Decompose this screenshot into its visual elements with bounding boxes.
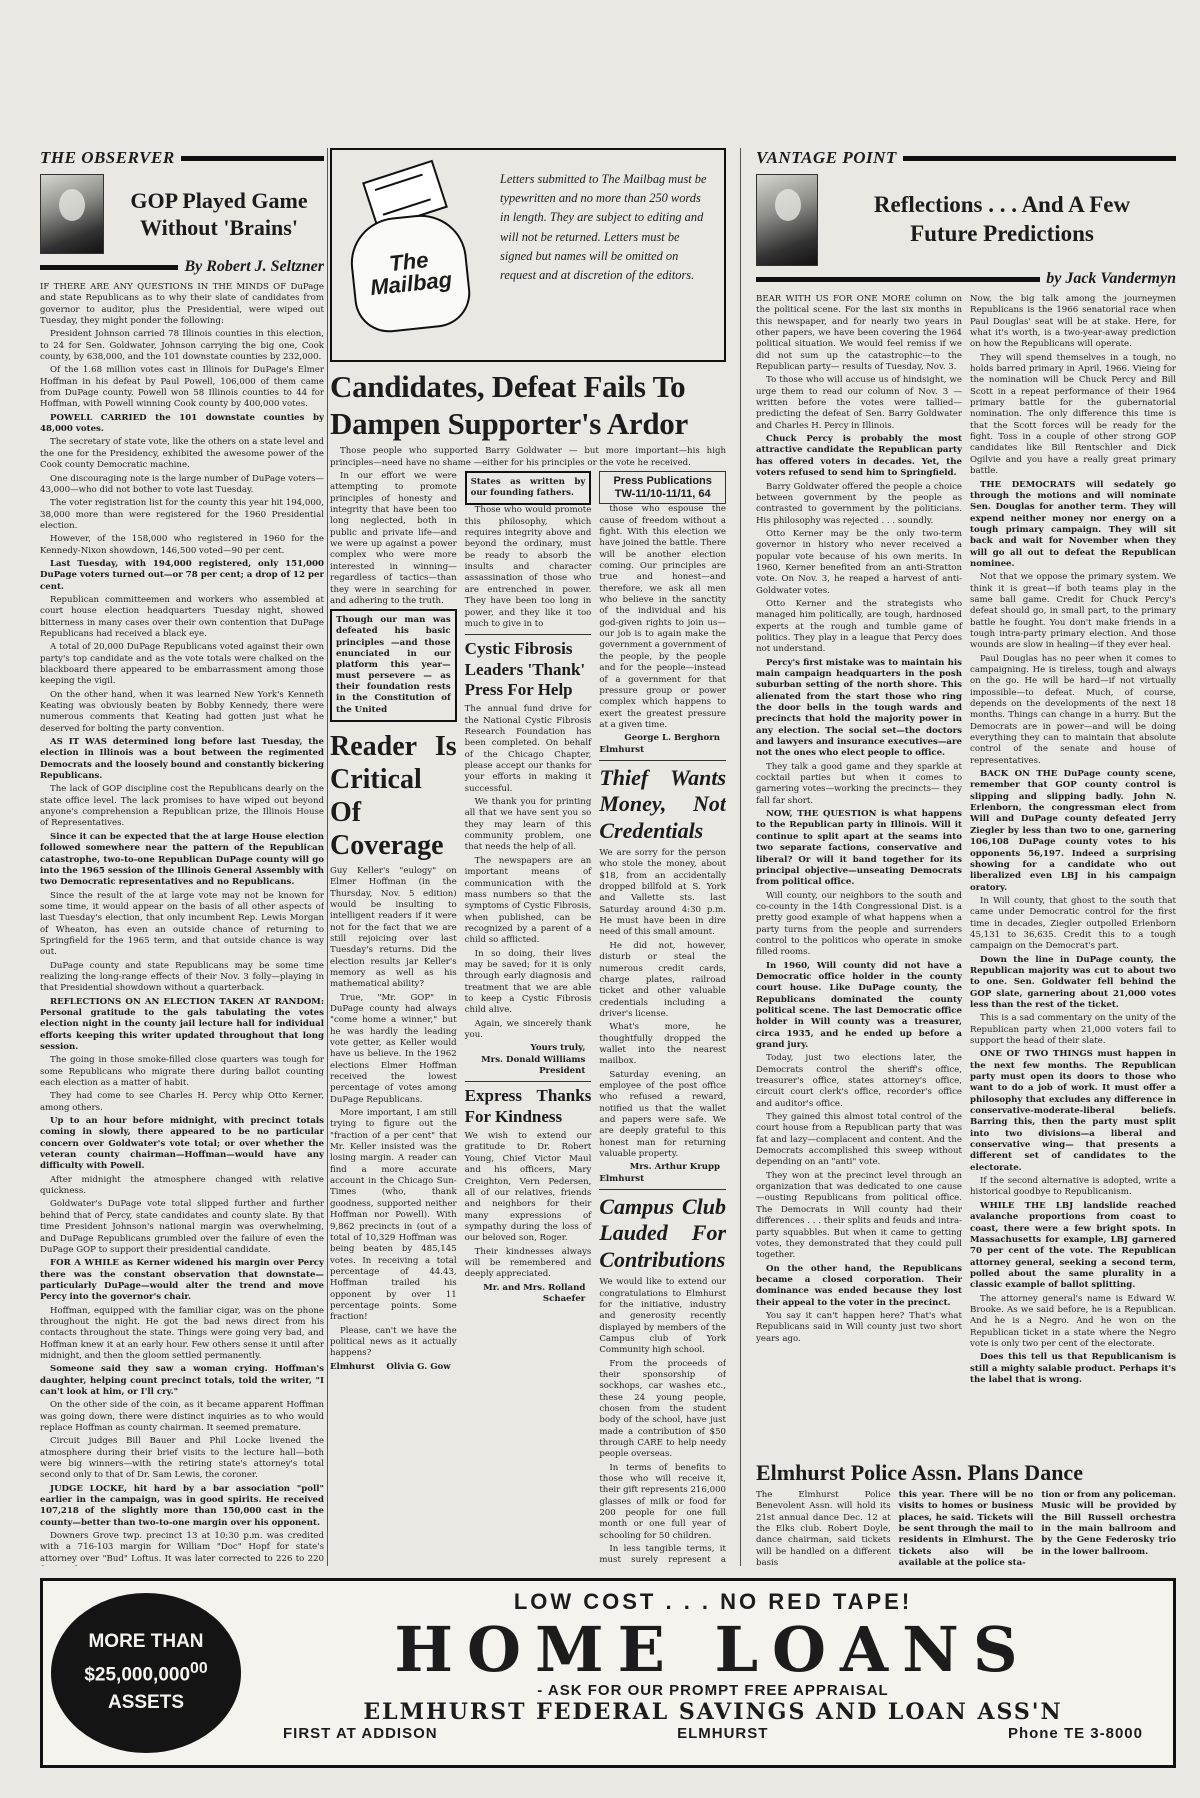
paragraph: In less tangible terms, it must surely represent a <box>599 1544 726 1566</box>
paragraph: This is a sad commentary on the unity of the Republican party when 21,000 voters fail to support the head of their slate. <box>970 1013 1176 1046</box>
paragraph: NOW, THE QUESTION is what happens to the Republican party in Illinois. Will it continue to split apart at the seams into two separate factions, conservative and liberal? Or will it band together for its principal objective—unseating Democrats from political office. <box>756 809 962 888</box>
paragraph: THE DEMOCRATS will sedately go through the motions and will nominate Sen. Douglas for another term. They will expend neither money nor energy on a tough primary campaign. They will sit back and wait for November when they will go all out to defeat the Republican nominee. <box>970 479 1176 569</box>
seltzner-photo <box>40 174 104 254</box>
paragraph: The attorney general's name is Edward W. Brooke. As we said before, he is a Republican. And he is a Negro. And he won on the Republican ticket in a state where the Negro vote is only two per cent of the electorate. <box>970 1293 1176 1349</box>
letter1-mid-boxed: States as written by our founding fathers. <box>465 471 592 505</box>
paragraph: We are sorry for the person who stole the money, about $18, from an accidentally dropped billfold at S. York and Vallette sts. last Saturday around 4:30 p.m. He must have been in dire need of this small amount. <box>599 848 726 938</box>
paragraph: To those who will accuse us of hindsight, we urge them to read our column of Nov. 3 —written before the votes were tallied— predicting the defeat of Sen. Barry Goldwater and Charles H. Percy in Illinois. <box>756 375 962 431</box>
police-body: The Elmhurst Police Benevolent Assn. will hold its 21st annual dance Dec. 12 at the Elks club. Robert Doyle, dance chairman, said tickets will be handled on a different basis this year. There will be no visits to homes or business places, he said. Tickets will be sent through the mail to residents in Elmhurst. The tickets also will be available at the police sta- tion or from any policeman. Music will be provided by the Bill Russell orchestra in the main ballroom and by the Gene Federosky trio in the lower ballroom. <box>756 1490 1177 1569</box>
paragraph: What's more, he thoughtfully dropped the wallet into the nearest mailbox. <box>599 1022 726 1067</box>
ad-headline: HOME LOANS <box>394 1613 1032 1686</box>
paragraph: Last Tuesday, with 194,000 registered, only 151,000 DuPage voters turned out—or 78 per cent; a drop of 12 per cent. <box>40 558 324 592</box>
vantage-left-column <box>756 294 962 1388</box>
paragraph: WHILE THE LBJ landslide reached avalanche proportions from coast to coast, there were a few bright spots. In Massachusetts for example, LBJ garnered 70 per cent of the vote. The Republican attorney general, seeking a second term, polled about the same plurality in a classic example of ballot splitting. <box>970 1200 1176 1291</box>
paragraph: The newspapers are an important means of communication with the mass numbers so that the symptoms of Cystic Fibrosis, when published, can be recognized by a parent of a child so afflicted. <box>464 855 592 946</box>
letter1-col-c: Press Publications TW-11/10-11/11, 64 those who espouse the cause of freedom without a fight. With this election we have joined the battle. There will be another election coming. Our principles are true and honest—and therefore, we ask all men who believe in the sanctity of the individual and his god-given rights to join us—our job is to again make the government a government of the people, by the people and for the people—instead of a government for that pressure group or power complex which happens to exert the greatest pressure at a given time. George L. Berghorn Elmhurst Thief Wants Money, Not Credentials We are sorry for the person who stole the money, about $18, from an accidentally dropped billfold at S. York and Vallette sts. last Saturday around 4:30 p.m. He must have been in dire need of this small amount. He did not, however, disturb or steal the numerous credit cards, charge plates, railroad ticket and other valuable credentials including a driver's license. What's more, he thoughtfully dropped the wallet into the nearest mailbox. Saturday evening, an employee of the post office who refused a reward, notified us that the wallet and papers were safe. We are deeply grateful to this honest man for returning valuable property. Mrs. Arthur Krupp Elmhurst Campus Club Lauded For Contributions We would like to extend our congratulations to Elmhurst for the initiative, industry and generosity recently displayed by members of the Campus club of York Community high school. From the proceeds of their sponsorship of sockhops, car washes etc., these 24 young people, chosen from the student body of the school, have just made a contribution of $50 through CARE to help needy people overseas. In terms of benefits to those who will receive it, their gift represents 216,000 glasses of milk or food for 200 people for one full month or one full year of schooling for 50 children. In less tangible terms, it must surely represent a <box>599 471 726 1566</box>
paragraph: Will county, our neighbors to the south and co-county in the 14th Congressional Dist. is a pretty good example of what happens when a party turns from the people and surrenders control to the politicos who operate in smoke filled rooms. <box>756 890 962 958</box>
vantage-body <box>756 294 1176 1388</box>
mailbag-note: Letters submitted to The Mailbag must be typewritten and no more than 250 words in length. They are subject to editing and will not be returned. Letters must be signed but names will be omitted on request and at discretion of the editors. <box>500 172 707 283</box>
paragraph: A total of 20,000 DuPage Republicans voted against their own party's top candidate and as the vote totals were chalked on the blackboard there appeared to be embarrassment among those keeping the vigil. <box>40 642 324 687</box>
paragraph: Goldwater's DuPage vote total slipped further and further behind that of Percy, state candidates and county slate. By that time President Johnson's national margin was overwhelming, and DuPage Republicans grumbled over the failure of even the DuPage GOP to support their presidential candidate. <box>40 1199 324 1255</box>
paragraph: They gained this almost total control of the court house from a Republican party that was fat and lazy—complacent and content. And the Democrats accomplished this sweep without depending on an "anti" vote. <box>756 1112 962 1168</box>
letter5-headline: Thief Wants Money, Not Credentials <box>599 764 726 843</box>
paragraph: They had come to see Charles H. Percy whip Otto Kerner, among others. <box>40 1091 324 1113</box>
mailbag-icon: The Mailbag <box>346 210 473 336</box>
vantage-byline: by Jack Vandermyn <box>756 270 1176 288</box>
column-rule <box>740 148 741 1566</box>
letter1-boxed: Though our man was defeated his basic principles —and those enunciated in our platform this year— must persevere — as their foundation rests in the Constitution of the United <box>330 609 457 722</box>
paragraph: The going in those smoke-filled close quarters was tough for some Republicans who migrate there during ballot counting each election as a matter of habit. <box>40 1055 324 1089</box>
vantage-column <box>756 148 1176 1566</box>
police-headline: Elmhurst Police Assn. Plans Dance <box>756 1460 1083 1485</box>
paragraph: Now, the big talk among the journeymen Republicans is the 1966 senatorial race when Paul Douglas' seat will be at stake. Here, for what it's worth, is a two-year-away prediction on how the Republicans will operate. <box>970 294 1176 350</box>
mailbag-column <box>330 148 726 1566</box>
paragraph: On the other hand, when it was learned New York's Kenneth Keating was obviously beaten by Bobby Kennedy, there were numerous comments that Keating had gotten just what he deserved for bolting the party convention. <box>40 689 324 734</box>
paragraph: They will spend themselves in a tough, no holds barred primary in April, 1966. Vieing for the nomination will be Chuck Percy and Bill Scott in a repeat performance of their 1964 primary battle for the gubernatorial nomination. The only difference this time is that the Scott forces will be ready for the fight. Toss in a couple of other strong GOP candidates like Bill Rentschler and Dick Ogilvie and you have a really great primary battle. <box>970 352 1176 477</box>
ad-main <box>263 1589 1163 1742</box>
paragraph: JUDGE LOCKE, hit hard by a bar association "poll" earlier in the campaign, was in good spirits. He received 107,218 of the slightly more than 150,000 cast in the county—better than two-to-one margin over his opponent. <box>40 1483 324 1528</box>
paragraph: They talk a good game and they sparkle at cocktail parties but when it comes to garnering votes—working the precincts— they fall far short. <box>756 761 962 806</box>
paragraph: FOR A WHILE as Kerner widened his margin over Percy there was the constant observation that downstate—particularly DuPage—would alter the trend and move Percy into the governor's chair. <box>40 1258 324 1303</box>
paragraph: Please, can't we have the political news as it actually happens? <box>330 1325 457 1359</box>
paragraph: Saturday evening, an employee of the post office who refused a reward, notified us that the wallet and papers were safe. We are deeply grateful to this honest man for returning valuable property. <box>599 1069 726 1160</box>
assets-badge: MORE THAN $25,000,000$^{00}$ ASSETS <box>51 1593 241 1753</box>
letter1-intro: Those people who supported Barry Goldwater — but more important—his high principles—need have no shame —either for his principles or the vote he received. <box>330 446 726 468</box>
paragraph: ONE OF TWO THINGS must happen in the next few months. The Republican party must open its doors to those who want to do a job of work. It must offer a philosophy that excludes any difference in conservative-moderate-liberal beliefs. Barring this, then the party must split into two divisions—a liberal and conservative wing— that presents a different set of candidates to the electorate. <box>970 1049 1176 1173</box>
paragraph: Percy's first mistake was to maintain his main campaign headquarters in the posh suburban setting of the north shore. This alienated from the start those who ring the door bells in the tough wards and precincts that hold the majority power in any election. The social set—the doctors and lawyers and insurance executives—are not the ones who elect people to office. <box>756 657 962 759</box>
letter1-col-b: States as written by our founding fathers. Those who would promote this philosophy, which requires integrity above and beyond the ordinary, must be ready to absorb the insults and character assassination of those who are entrenched in power. They have been too long in power, and they like it too much to give in to Cystic Fibrosis Leaders 'Thank' Press For Help The annual fund drive for the National Cystic Fibrosis Research Foundation has been completed. On behalf of the Chicago Chapter, please accept our thanks for your efforts in making it successful. We thank you for printing all that we have sent you so they may learn of this community problem, one that needs the help of all. The newspapers are an important means of communication with the mass numbers so that the symptoms of Cystic Fibrosis, when published, can be recognized by a parent of a child so afflicted. In so doing, their lives may be saved; for it is only through early diagnosis and treatment that we are able to keep a Cystic Fibrosis child alive. Again, we sincerely thank you. Yours truly, Mrs. Donald Williams President Express Thanks For Kindness We wish to extend our gratitude to Dr. Robert Young, Chief Victor Maul and his officers, Mary Creighton, Vern Pedersen, all of our relatives, friends and neighbors for their many expressions of sympathy during the loss of our beloved son, Roger. Their kindnesses always will be remembered and deeply appreciated. Mr. and Mrs. Rolland Schaefer <box>465 471 592 1566</box>
paragraph: We would like to extend our congratulations to Elmhurst for the initiative, industry and generosity recently displayed by members of the Campus club of York Community high school. <box>599 1277 726 1356</box>
paragraph: You say it can't happen here? That's what Republicans said in Will county just two short years ago. <box>756 1310 962 1344</box>
paragraph: REFLECTIONS ON AN ELECTION TAKEN AT RANDOM: Personal gratitude to the gals tabulating the votes election night in the county jail lecture hall for individual efforts keeping this writer updated throughout that long session. <box>40 996 324 1052</box>
paragraph: Otto Kerner may be the only two-term governor in history who never received a popular vote because of his own merits. In 1960, Kerner benefited from an anti-Stratton vote. On Nov. 3, he reaped a harvest of anti-Goldwater votes. <box>756 528 962 596</box>
paragraph: The voter registration list for the county this year hit 194,000, 38,000 more than were registered for the 1960 Presidential election. <box>40 498 324 531</box>
paragraph: We wish to extend our gratitude to Dr. Robert Young, Chief Victor Maul and his officers, Mary Creighton, Vern Pedersen, all of our relatives, friends and neighbors for their many expressions of sympathy during the loss of our beloved son, Roger. <box>464 1131 592 1244</box>
paragraph: From the proceeds of their sponsorship of sockhops, car washes etc., these 24 young people, chosen from the student body of the school, have just made a contribution of $50 through CARE to help needy people overseas. <box>599 1358 726 1460</box>
paragraph: Chuck Percy is probably the most attractive candidate the Republican party has offered voters in decades. Yet, the voters refused to send him to Springfield. <box>756 434 962 479</box>
observer-header <box>40 174 324 254</box>
paragraph: DuPage county and state Republicans may be some time realizing the long-range effects of their Nov. 3 folly—playing in that Presidential showdown without a quarterback. <box>40 960 324 994</box>
observer-column <box>40 148 324 1566</box>
letter1-columns <box>330 471 726 1566</box>
ad-address: FIRST AT ADDISON ELMHURST Phone TE 3-8000 <box>283 1725 1143 1743</box>
letter6-body <box>599 1277 726 1566</box>
vandermyn-photo <box>756 174 818 266</box>
paragraph: If the second alternative is adopted, write a historical goodbye to Republicanism. <box>970 1176 1176 1198</box>
home-loans-ad <box>40 1578 1176 1768</box>
paragraph: Not that we oppose the primary system. We think it is great—if both teams play in the same ball game. Credit for Chuck Percy's defeat should go, in small part, to the primary battle he fought. You don't make friends in a tough intra-party primary election. And those wounds are slow in healing—if they ever heal. <box>970 572 1176 651</box>
paragraph: President Johnson carried 78 Illinois counties in this election, to 24 for Sen. Goldwater, Johnson carrying the big one, Cook county, by 638,000, and the 101 downstate counties by 232,000. <box>40 329 324 363</box>
mailbag-box <box>330 148 726 362</box>
paragraph: Republican committeemen and workers who assembled at court house election headquarters Tuesday night, showed bitterness in many cases over their own contention that DuPage Republicans had received a black eye. <box>40 594 324 639</box>
paragraph: Since the result of the at large vote may not be known for some time, it would appear on the basis of all other aspects of last Tuesday's election, that only incumbent Rep. Lewis Morgan of Wheaton, has even an outside chance of returning to Springfield for the 1965 term, and that outside chance is way out. <box>40 890 324 958</box>
paragraph: Since it can be expected that the at large House election followed somewhere near the pattern of the Republican catastrophe, two-to-one Republican DuPage county will go into the 1965 session of the Illinois General Assembly with two Democratic representatives and no Republicans. <box>40 831 324 888</box>
column-rule <box>327 148 328 1566</box>
paragraph: In Will county, that ghost to the south that came under Democratic control for the first time in decades, Ziegler outpolled Erlenborn 45,131 to 36,635. Credit this to a tough campaign on the Democrat's part. <box>970 895 1176 952</box>
paragraph: Down the line in DuPage county, the Republican majority was cut to about two to one. Sen. Goldwater fell behind the GOP slate, garnering about 21,000 votes less than the rest of the ticket. <box>970 954 1176 1010</box>
paragraph: POWELL CARRIED the 101 downstate counties by 48,000 votes. <box>40 412 324 435</box>
vantage-header <box>756 174 1176 266</box>
paragraph: Again, we sincerely thank you. <box>464 1018 592 1040</box>
paragraph: Does this tell us that Republicanism is still a mighty salable product. Perhaps it's the label that is wrong. <box>970 1352 1176 1385</box>
paragraph: Barry Goldwater offered the people a choice between government by the people as contrasted to government by the politicians. His philosophy was rejected . . . soundly. <box>756 481 962 526</box>
observer-byline: By Robert J. Seltzner <box>40 258 324 276</box>
paragraph: True, "Mr. GOP" in DuPage county had always "come home a winner," but he was hardly the leading vote getter, as Keller would have us believe. In the 1962 elections Elmer Hoffman received the lowest percentage of votes among DuPage Republicans. <box>330 992 457 1105</box>
paragraph: Circuit judges Bill Bauer and Phil Locke livened the atmosphere during their brief visits to the lecture hall—both were big winners—with the retiring state's attorney's total second only to that of Dr. Sam Lewis, the coroner. <box>40 1436 324 1481</box>
paragraph: BACK ON THE DuPage county scene, remember that GOP county control is slipping and slipping badly. John N. Erlenborn, the congressman elect from Will and DuPage county defeated Jerry Ziegler by less than two to one, garnering 106,108 DuPage county votes to his opponents 56,197. Indeed a surprising showing for a candidate who out liberalized even LBJ in his campaign oratory. <box>970 769 1176 893</box>
paragraph: One discouraging note is the large number of DuPage voters—43,000—who did not bother to vote last Tuesday. <box>40 473 324 495</box>
paragraph: BEAR WITH US FOR ONE MORE column on the political scene. For the last six months in this newspaper, and for nearly two years in other papers, we have been covering the 1964 political situation. We would feel remiss if we did not sum up the catastrophic—to the Republican party— results of Tuesday, Nov. 3. <box>756 294 962 373</box>
letter5-body <box>599 848 726 1160</box>
ad-company-name: ELMHURST FEDERAL SAVINGS AND LOAN ASS'N <box>363 1699 1063 1726</box>
letter6-headline: Campus Club Lauded For Contributions <box>599 1194 726 1272</box>
observer-body <box>40 282 324 1566</box>
letter2-headline: Cystic Fibrosis Leaders 'Thank' Press For Help <box>464 639 586 699</box>
paragraph: AS IT WAS determined long before last Tuesday, the election in Illinois was a bout between the regimented Democrats and the loosely bound and constantly bickering Republicans. <box>40 737 324 782</box>
paragraph: More important, I am still trying to figure out the "fraction of a per cent" that Mr. Keller insisted was the losing margin. A reader can find a more accurate account in the Chicago Sun-Times (who, thank goodness, supported neither Hoffman nor Powell). With 9,862 precincts in (out of a total of 10,329 Hoffman was being beaten by 485,145 votes. In receiving a total percentage of 44.43, Hoffman trailed his opponent by over 11 percentage points. Some fraction! <box>330 1108 457 1323</box>
letter4-body <box>465 1131 592 1280</box>
paragraph: Otto Kerner and the strategists who managed him politically, are tough, hardnosed experts at the rough and tumble game of politics. They play in a league that Percy does not understand. <box>756 598 962 655</box>
paragraph: He did not, however, disturb or steal the numerous credit cards, charge plates, railroad ticket and other valuable credentials including a driver's license. <box>599 940 726 1019</box>
letter1-dateline: Press Publications TW-11/10-11/11, 64 <box>599 471 726 504</box>
paragraph: Downers Grove twp. precinct 13 at 10:30 p.m. was credited with a 716-103 margin for William "Doc" Hopf for state's attorney over "Bud" Loftus. It was later corrected to 226 to 220 <box>40 1531 324 1564</box>
paragraph: After midnight the atmosphere changed with relative quickness. <box>40 1174 324 1197</box>
paragraph: We thank you for printing all that we have sent you so they may learn of this community problem, one that needs the help of all. <box>464 797 592 853</box>
vantage-right-column <box>970 294 1176 1388</box>
paragraph: In so doing, their lives may be saved; for it is only through early diagnosis and treatment that we are able to keep a Cystic Fibrosis child alive. <box>464 948 592 1016</box>
letter4-headline: Express Thanks For Kindness <box>464 1086 592 1126</box>
paragraph: On the other hand, the Republicans became a closed corporation. Their dominance was ended because they lost their appeal to the voter in the precinct. <box>756 1263 962 1308</box>
paragraph: Someone said they saw a woman crying. Hoffman's daughter, helping count precinct totals, told the writer, "I can't look at him, or I'll cry." <box>40 1364 324 1397</box>
paragraph: The annual fund drive for the National Cystic Fibrosis Research Foundation has been completed. On behalf of the Chicago Chapter, please accept our thanks for your efforts in making it successful. <box>464 704 592 794</box>
paragraph: However, of the 158,000 who registered in 1960 for the Kennedy-Nixon showdown, 146,500 voted—90 per cent. <box>40 534 324 556</box>
letter2-body <box>465 704 592 1041</box>
paragraph: The lack of GOP discipline cost the Republicans dearly on the state office level. The lack promises to have wiped out beyond anyone's comprehension a Republican prize, the Illinois House of Representatives. <box>40 784 324 829</box>
paragraph: Paul Douglas has no peer when it comes to campaigning. He is tireless, tough and always on the go. He will be hard—if not virtually impossible—to defeat. Much, of course, depends on the developments of the next 18 months. Things can change in a hurry. But the Democrats are in power—and will be doing everything they can to maintain that absolute control of the senate and house of representatives. <box>970 653 1176 766</box>
ad-ask-line: - ASK FOR OUR PROMPT FREE APPRAISAL <box>537 1682 889 1700</box>
letter3-body <box>330 866 457 1360</box>
paragraph: IF THERE ARE ANY QUESTIONS IN THE MINDS OF DuPage and state Republicans as to why their slate of candidates from governor to auditor, plus the Presidential, were wiped out Tuesday, they might ponder the following: <box>40 282 324 327</box>
mailbag-illustration <box>338 156 488 354</box>
observer-kicker: THE OBSERVER <box>40 148 324 168</box>
paragraph: They won at the precinct level through an organization that was dedicated to one cause—ousting Republicans from political office. The Democrats in Will county had their differences . . . their splits and feuds and intra-party squabbles. But when it came to getting votes, they demonstrated that they could pull together. <box>756 1170 962 1261</box>
ad-top-line: LOW COST . . . NO RED TAPE! <box>513 1589 913 1614</box>
paragraph: Hoffman, equipped with the familiar cigar, was on the phone throughout the night. He got the bad news direct from his contacts throughout the state. Things were going very bad, and Hoffman knew it at an early hour. Few others sense it until after midnight, and then the gloom settled permanently. <box>40 1305 324 1361</box>
letter1-headline: Candidates, Defeat Fails To Dampen Supporter's Ardor <box>330 369 688 442</box>
paragraph: Guy Keller's "eulogy" on Elmer Hoffman (in the Thursday, Nov. 5 edition) would be insulting to intelligent readers if it were not for the fact that we are still rejoicing over last Tuesday's returns. Did the election results jar Keller's memory as well as his mathematical ability? <box>330 865 457 990</box>
paragraph: Today, just two elections later, the Democrats control the sheriff's office, treasurer's office, states attorney's office, circuit court clerk's office, recorder's office and auditor's office. <box>756 1053 962 1109</box>
paragraph: On the other side of the coin, as it became apparent Hoffman was going down, there were distinct inquiries as to who would replace Hoffman as county chairman. It seemed premature. <box>40 1400 324 1433</box>
letter3-sign: Elmhurst Olivia G. Gow <box>330 1361 451 1372</box>
vantage-headline: Reflections . . . And A Few Future Predictions <box>873 192 1131 246</box>
paragraph: Of the 1.68 million votes cast in Illinois for DuPage's Elmer Hoffman in his defeat by Paul Powell, 106,000 of them came from DuPage county. Powell won 58 Illinois counties to 44 for Hoffman, with Powell winning Cook county by 400,000 votes. <box>40 365 324 410</box>
paragraph: Their kindnesses always will be remembered and deeply appreciated. <box>464 1246 592 1280</box>
paragraph: The secretary of state vote, like the others on a state level and the one for the Presidency, exhibited the awesome power of the Cook county Democratic machine. <box>40 437 324 471</box>
paragraph: In 1960, Will county did not have a Democratic office holder in the county court house. Like DuPage county, the Republicans dominated the county political scene. The last Democratic office holder in Will county was a treasurer, circa 1935, and he ended up before a grand jury. <box>756 960 962 1050</box>
letter1-col-a: In our effort we were attempting to promote principles of honesty and integrity that have been too long neglected, both in public and private life—and we were up against a power complex who were more interested in winning—regardless of tactics—than they were in searching for and adhering to the truth. Though our man was defeated his basic principles —and those enunciated in our platform this year— must persevere — as their foundation rests in the Constitution of the United Reader Is Critical Of Coverage Guy Keller's "eulogy" on Elmer Hoffman (in the Thursday, Nov. 5 edition) would be insulting to intelligent readers if it were not for the fact that we are still rejoicing over last Tuesday's returns. Did the election results jar Keller's memory as well as his mathematical ability? True, "Mr. GOP" in DuPage county had always "come home a winner," but he was hardly the leading vote getter, as Keller would have us believe. In the 1962 elections Elmer Hoffman received the lowest percentage of votes among DuPage Republicans. More important, I am still trying to figure out the "fraction of a per cent" that Mr. Keller insisted was the losing margin. A reader can find a more accurate account in the Chicago Sun-Times (who, thank goodness, supported neither Hoffman nor Powell). With 9,862 precincts in (out of a total of 10,329 Hoffman was being beaten by 485,145 votes. In receiving a total percentage of 44.43, Hoffman trailed his opponent by over 11 percentage points. Some fraction! Please, can't we have the political news as it actually happens? Elmhurst Olivia G. Gow <box>330 471 457 1372</box>
paragraph: Up to an hour before midnight, with precinct totals coming in slowly, there appeared to be no particular concern over Goldwater's vote total; or over whether the veteran county chairman—Hoffman—would have any difficulty with Powell. <box>40 1116 324 1172</box>
paragraph: In terms of benefits to those who will receive it, their gift represents 216,000 glasses of milk or food for 200 people for one full month or one full year of schooling for 50 children. <box>599 1462 726 1541</box>
vantage-kicker: VANTAGE POINT <box>756 148 1176 168</box>
letter3-headline: Reader Is Critical Of Coverage <box>330 730 457 861</box>
observer-headline: GOP Played Game Without 'Brains' <box>130 187 308 240</box>
